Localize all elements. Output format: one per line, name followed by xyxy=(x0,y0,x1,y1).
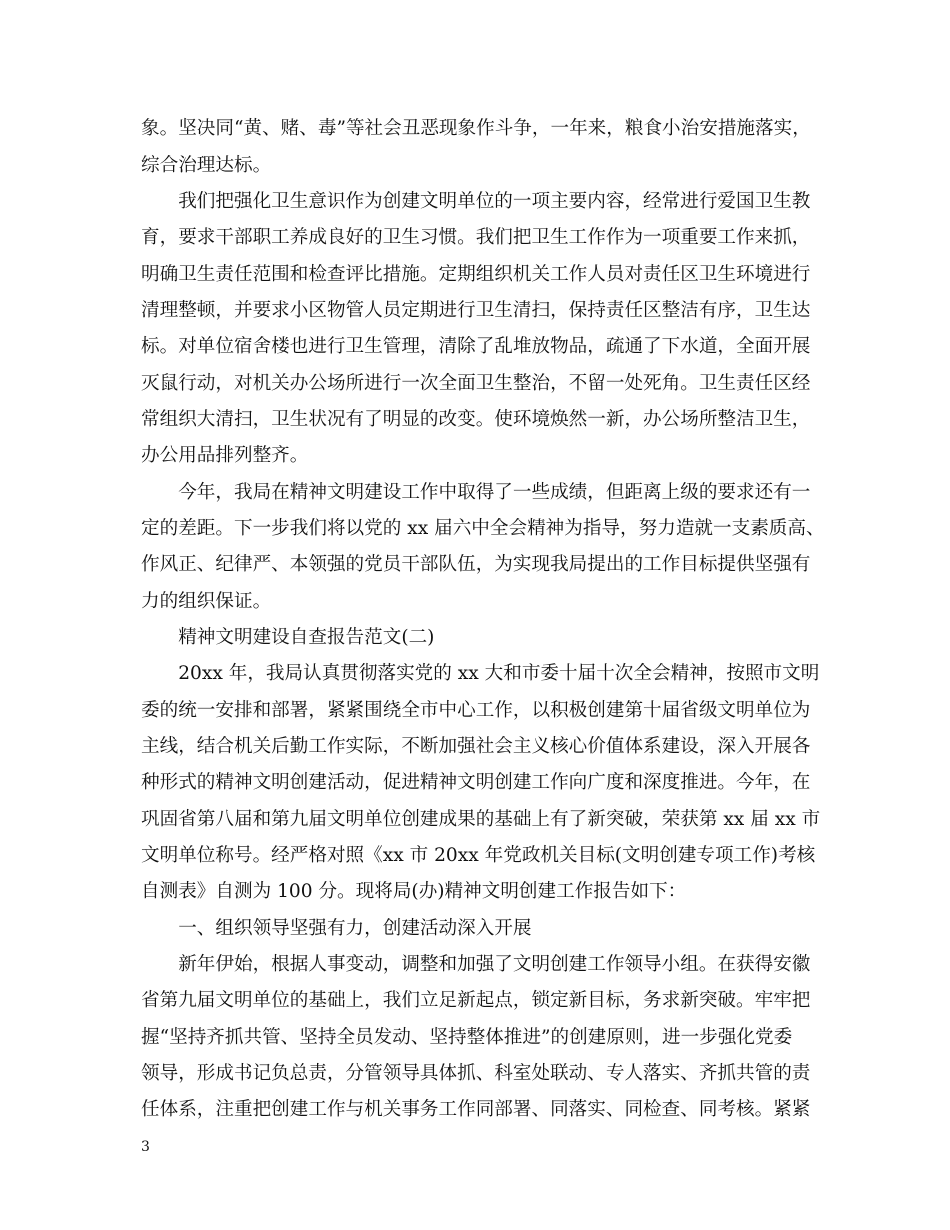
text-line: 灭鼠行动，对机关办公场所进行一次全面卫生整治，不留一处死角。卫生责任区经 xyxy=(141,373,811,394)
text-line: 作风正、纪律严、本领强的党员干部队伍，为实现我局提出的工作目标提供坚强有 xyxy=(141,554,811,575)
text-line: 办公用品排列整齐。 xyxy=(141,445,309,466)
text-line: 今年，我局在精神文明建设工作中取得了一些成绩，但距离上级的要求还有一 xyxy=(141,482,811,503)
text-line: 力的组织保证。 xyxy=(141,591,272,612)
text-line: 综合治理达标。 xyxy=(141,155,272,176)
text-line: 主线，结合机关后勤工作实际，不断加强社会主义核心价值体系建设，深入开展各 xyxy=(141,736,811,757)
text-line: 常组织大清扫，卫生状况有了明显的改变。使环境焕然一新，办公场所整洁卫生， xyxy=(141,409,811,430)
text-line: 任体系，注重把创建工作与机关事务工作同部署、同落实、同检查、同考核。紧紧 xyxy=(141,1099,811,1120)
section-heading: 精神文明建设自查报告范文(二) xyxy=(141,627,435,648)
text-line: 文明单位称号。经严格对照《xx 市 20xx 年党政机关目标(文明创建专项工作)考核 xyxy=(141,845,816,866)
text-line: 象。坚决同“黄、赌、毒”等社会丑恶现象作斗争，一年来，粮食小治安措施落实， xyxy=(141,118,811,139)
text-line: 标。对单位宿舍楼也进行卫生管理，清除了乱堆放物品，疏通了下水道，全面开展 xyxy=(141,336,811,357)
text-line: 巩固省第八届和第九届文明单位创建成果的基础上有了新突破，荣获第 xx 届 xx 市 xyxy=(141,809,821,830)
text-line: 握“坚持齐抓共管、坚持全员发动、坚持整体推进”的创建原则，进一步强化党委 xyxy=(141,1027,793,1048)
text-line: 自测表》自测为 100 分。现将局(办)精神文明创建工作报告如下： xyxy=(141,881,687,902)
text-line: 省第九届文明单位的基础上，我们立足新起点，锁定新目标，务求新突破。牢牢把 xyxy=(141,990,811,1011)
text-line: 明确卫生责任范围和检查评比措施。定期组织机关工作人员对责任区卫生环境进行 xyxy=(141,264,811,285)
text-line: 育，要求干部职工养成良好的卫生习惯。我们把卫生工作作为一项重要工作来抓， xyxy=(141,227,811,248)
text-line: 新年伊始，根据人事变动，调整和加强了文明创建工作领导小组。在获得安徽 xyxy=(141,954,811,975)
text-line: 20xx 年，我局认真贯彻落实党的 xx 大和市委十届十次全会精神，按照市文明 xyxy=(141,663,820,684)
text-line: 领导，形成书记负总责，分管领导具体抓、科室处联动、专人落实、齐抓共管的责 xyxy=(141,1063,811,1084)
page-number: 3 xyxy=(141,1139,150,1155)
text-line: 清理整顿，并要求小区物管人员定期进行卫生清扫，保持责任区整洁有序，卫生达 xyxy=(141,300,811,321)
section-heading: 一、组织领导坚强有力，创建活动深入开展 xyxy=(141,918,532,939)
text-line: 我们把强化卫生意识作为创建文明单位的一项主要内容，经常进行爱国卫生教 xyxy=(141,191,811,212)
text-line: 委的统一安排和部署，紧紧围绕全市中心工作，以积极创建第十届省级文明单位为 xyxy=(141,700,811,721)
text-line: 种形式的精神文明创建活动，促进精神文明创建工作向广度和深度推进。今年，在 xyxy=(141,772,811,793)
text-line: 定的差距。下一步我们将以党的 xx 届六中全会精神为指导，努力造就一支素质高、 xyxy=(141,518,825,539)
